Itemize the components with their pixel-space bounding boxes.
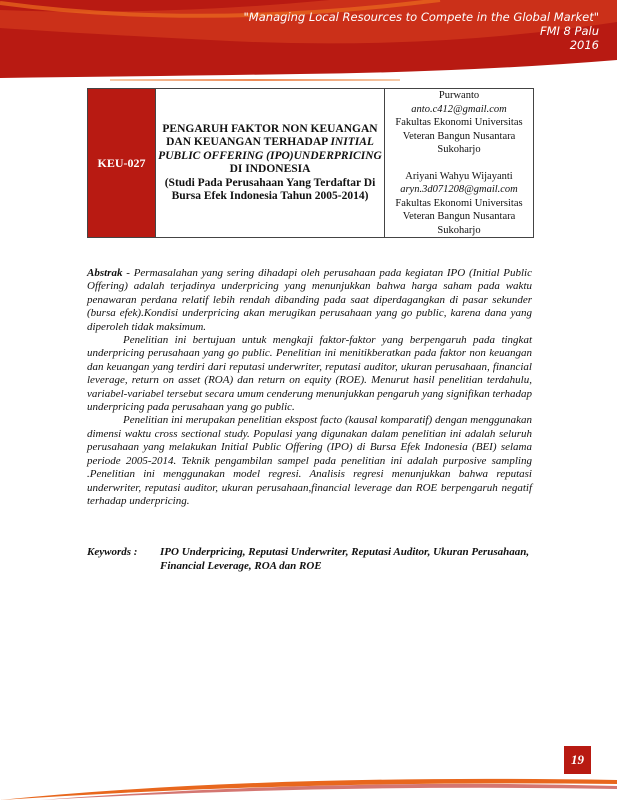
authors [385,89,534,238]
keywords-label: Keywords : [87,546,138,558]
footer-swoosh [0,770,617,800]
abstract-paragraph-3: Penelitian ini merupakan penelitian ekspost facto (kausal komparatif) dengan menggunakan dimensi waktu cross sectional study. Populasi yang digunakan dalam penelitian ini adalah seluruh perusahaan yang melakukan Initial Public Offering (IPO) di Bursa Efek Indonesia (BEI) selama periode 2005-2014. Teknik pengambilan sampel pada penelitian ini adalah purposive sampling .Penelitian ini menggunakan model regresi. Analisis regresi menunjukkan bahwa reputasi underwriter, reputasi auditor, ukuran perusahaan,financial leverage dan ROE berpengaruh negatif terhadap underpricing. [87,414,532,507]
author-2-name: Ariyani Wahyu Wijayanti [405,170,513,182]
title-text-italic: INITIAL PUBLIC OFFERING (IPO)UNDERPRICING [158,136,382,162]
keywords-text: IPO Underpricing, Reputasi Underwriter, Reputasi Auditor, Ukuran Perusahaan, Financial Leverage, ROA dan ROE [160,546,530,572]
abstract-paragraph-1 [87,267,532,334]
conference-theme: "Managing Local Resources to Compete in the Global Market" [243,10,599,24]
author-1-email: anto.c412@gmail.com [411,103,507,115]
paper-title [156,89,385,238]
header-divider [110,79,400,81]
abstract-paragraph-2: Penelitian ini bertujuan untuk mengkaji faktor-faktor yang berpengaruh pada tingkat underpricing perusahaan yang go public. Penelitian ini menitikberatkan pada faktor non keuangan dan keuangan yang terdiri dari reputasi underwriter, reputasi auditor, ukuran perusahaan, financial leverage, return on asset (ROA) dan return on equity (ROE). Menurut hasil penelitian terdahulu, variabel-variabel tersebut secara umum cenderung menunjukkan pengaruh yang signifikan terhadap underpricing pada perusahaan yang go public. [87,334,532,414]
title-text-1: PENGARUH FAKTOR NON KEUANGAN DAN KEUANGAN TERHADAP [162,122,378,148]
author-1-affiliation: Fakultas Ekonomi Universitas Veteran Bangun Nusantara Sukoharjo [395,117,523,155]
paper-code: KEU-027 [88,89,156,238]
title-text-2: DI INDONESIA [229,163,311,175]
conference-header [244,10,599,52]
abstract-text-1: - Permasalahan yang sering dihadapi oleh perusahaan pada kegiatan IPO (Initial Public Offering) adalah terjadinya underpricing yang menunjukkan bahwa harga saham pada waktu penawaran perdana relatif lebih rendah dibanding pada saat diperdagangkan di pasar sekunder (bursa efek).Kondisi underpricing akan merugikan perusahaan yang go public, karena dana yang diperoleh tidak maksimum. [87,267,532,333]
conference-year: 2016 [569,38,599,52]
title-box [87,88,534,238]
keywords [87,545,547,573]
conference-name: FMI 8 Palu [539,24,599,38]
paper-subtitle: (Studi Pada Perusahaan Yang Terdaftar Di Bursa Efek Indonesia Tahun 2005-2014) [164,176,376,202]
abstract-label: Abstrak [87,267,123,279]
page-number: 19 [564,746,591,774]
author-2-email: aryn.3d071208@gmail.com [400,184,518,195]
abstract [87,267,532,508]
author-2-affiliation: Fakultas Ekonomi Universitas Veteran Bangun Nusantara Sukoharjo [395,197,523,236]
author-1-name: Purwanto [438,90,480,101]
